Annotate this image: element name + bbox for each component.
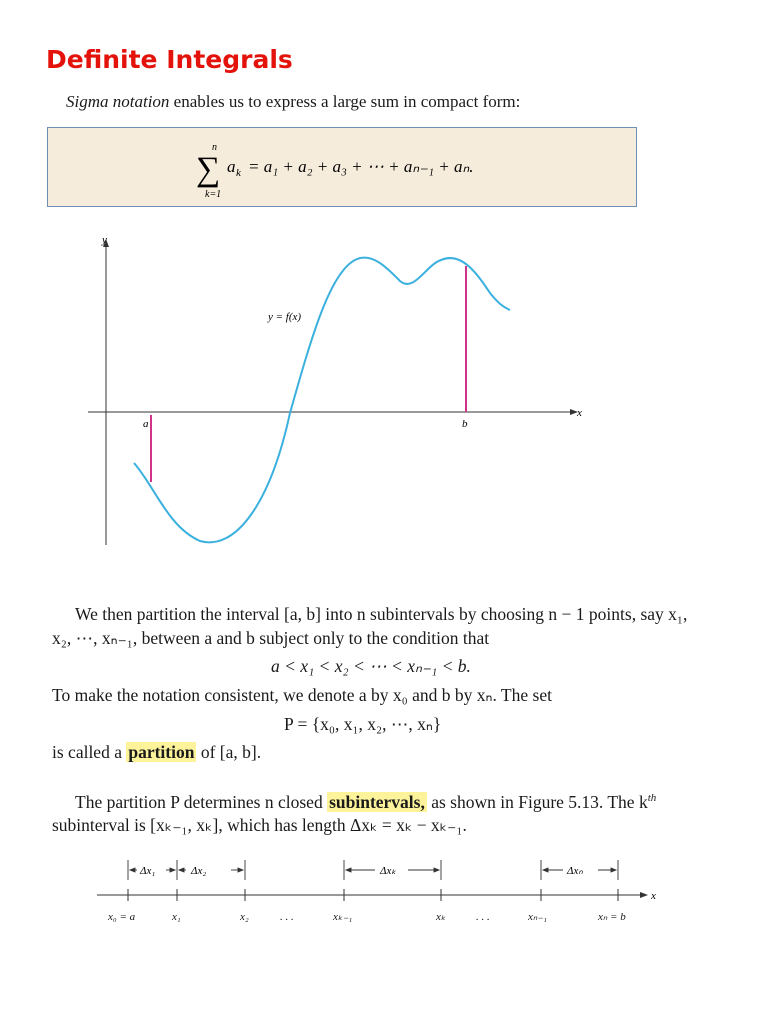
sigma-symbol: ∑ [196,151,221,188]
partition-line-1: We then partition the interval [a, b] into n subintervals by choosing n − 1 points, say x₁, [75,604,688,624]
tick-label-xk: xₖ [436,911,446,923]
interval-label-delta-xk: Δxₖ [380,865,397,877]
x-axis-label: x [577,407,582,419]
number-line-arrow [640,892,648,898]
function-curve [134,258,510,543]
subintervals-line-1 [75,792,656,813]
a-label: a [143,418,149,430]
sigma-formula [48,128,638,208]
sigma-term: a [227,157,236,176]
sigma-lower-limit: k=1 [205,189,222,200]
partition-number-line [0,845,768,955]
y-axis-label: y [102,234,107,246]
tick-label-xk-1: xₖ₋₁ [333,911,353,923]
number-line-axis-label: x [651,890,656,902]
partition-line-3: To make the notation consistent, we denote a by x₀ and b by xₙ. The set [52,685,552,705]
sigma-upper-limit: n [212,142,217,153]
partition-set: P = {x₀, x₁, x₂, ⋯, xₙ} [284,714,442,734]
b-label: b [462,418,468,430]
page-title: Definite Integrals [46,45,293,74]
sigma-notation-term: Sigma notation [66,92,170,111]
curve-label: y = f(x) [268,311,302,323]
partition-line-4-post: of [a, b]. [196,742,262,762]
partition-line-4-pre: is called a [52,742,127,762]
sigma-formula-box [47,127,637,207]
sigma-expansion: = a₁ + a₂ + a₃ + ⋯ + aₙ₋₁ + aₙ. [248,157,474,176]
ellipsis-1: . . . [280,911,294,923]
interval-label-delta-x1: Δx₁ [140,865,156,877]
function-graph [0,225,768,555]
interval-delta-x2 [179,860,245,880]
partition-line-2: x₂, ⋯, xₙ₋₁, between a and b subject only to the condition that [52,628,490,648]
partition-inequality: a < x₁ < x₂ < ⋯ < xₙ₋₁ < b. [271,656,471,676]
partition-line-4 [52,742,261,763]
intro-rest: enables us to express a large sum in compact form: [169,92,521,111]
subintervals-line-1-post: as shown in Figure 5.13. The k [426,792,648,812]
tick-label-x1: x₁ [172,911,181,923]
kth-superscript: th [647,792,657,805]
tick-label-xn-1: xₙ₋₁ [528,911,547,923]
tick-label-x0: x₀ = a [108,911,136,923]
subintervals-line-1-pre: The partition P determines n closed [75,792,328,812]
sigma-term-subscript: k [236,167,241,179]
subintervals-term: subintervals, [329,792,425,812]
partition-term: partition [128,742,195,762]
intro-text [66,92,520,112]
interval-label-delta-xn: Δxₙ [567,865,583,877]
interval-label-delta-x2: Δx₂ [191,865,207,877]
ellipsis-2: . . . [476,911,490,923]
tick-label-xn: xₙ = b [598,911,626,923]
tick-label-x2: x₂ [240,911,249,923]
subintervals-line-2: subinterval is [xₖ₋₁, xₖ], which has length Δxₖ = xₖ − xₖ₋₁. [52,815,467,835]
